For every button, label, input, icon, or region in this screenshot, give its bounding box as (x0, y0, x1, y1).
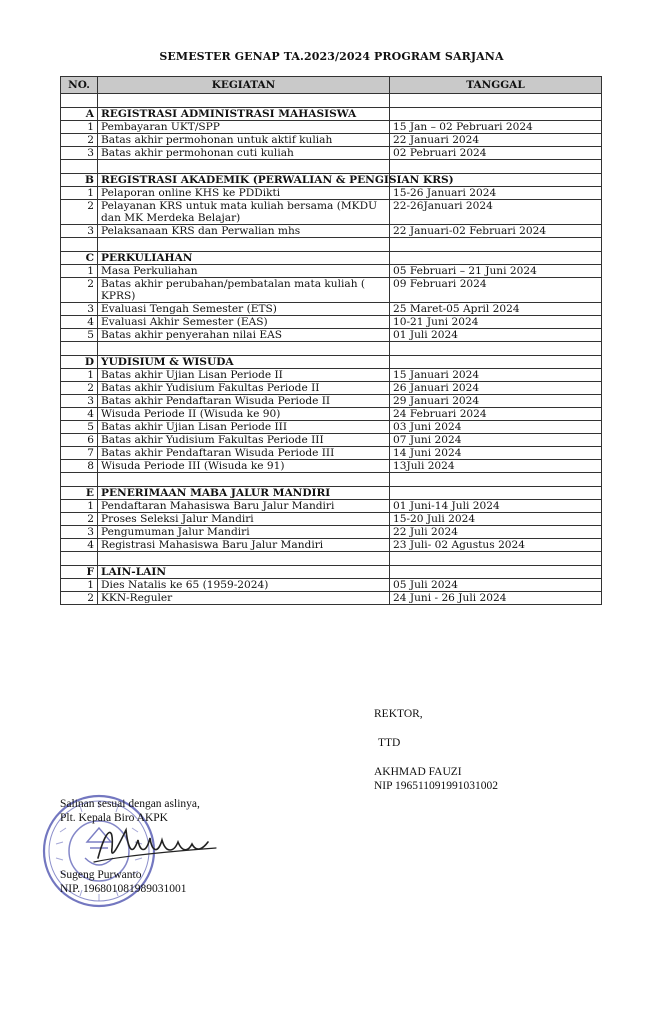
table-row (61, 500, 602, 513)
row-number: 3 (61, 303, 98, 316)
activity-cell: Pengumuman Jalur Mandiri (98, 526, 390, 539)
header-tanggal: TANGGAL (390, 77, 602, 94)
spacer-row (61, 94, 602, 108)
section-title: REGISTRASI ADMINISTRASI MAHASISWA (98, 108, 390, 121)
activity-cell: Proses Seleksi Jalur Mandiri (98, 513, 390, 526)
section-header-row (61, 108, 602, 121)
empty-cell (61, 473, 98, 487)
table-row (61, 395, 602, 408)
section-letter: F (61, 566, 98, 579)
table-row (61, 316, 602, 329)
activity-cell: Pelayanan KRS untuk mata kuliah bersama (MKDU dan MK Merdeka Belajar) (98, 200, 390, 225)
table-header-row (61, 77, 602, 94)
date-cell: 02 Pebruari 2024 (390, 147, 602, 160)
table-row (61, 147, 602, 160)
ttd-label: TTD (378, 737, 401, 749)
section-header-row (61, 487, 602, 500)
table-row (61, 265, 602, 278)
row-number: 6 (61, 434, 98, 447)
table-row (61, 434, 602, 447)
rektor-name: AKHMAD FAUZI (374, 766, 462, 778)
row-number: 1 (61, 369, 98, 382)
section-header-row (61, 356, 602, 369)
spacer-row (61, 552, 602, 566)
empty-cell (61, 552, 98, 566)
empty-cell (390, 487, 602, 500)
date-cell: 22 Januari-02 Februari 2024 (390, 225, 602, 238)
empty-cell (390, 473, 602, 487)
activity-cell: Batas akhir Yudisium Fakultas Periode II (98, 382, 390, 395)
date-cell: 09 Februari 2024 (390, 278, 602, 303)
activity-cell: Registrasi Mahasiswa Baru Jalur Mandiri (98, 539, 390, 552)
row-number: 1 (61, 265, 98, 278)
row-number: 5 (61, 329, 98, 342)
activity-cell: Pelaporan online KHS ke PDDikti (98, 187, 390, 200)
empty-cell (61, 160, 98, 174)
schedule-body (61, 94, 602, 605)
empty-cell (98, 473, 390, 487)
date-cell: 15 Januari 2024 (390, 369, 602, 382)
activity-cell: Dies Natalis ke 65 (1959-2024) (98, 579, 390, 592)
table-row (61, 539, 602, 552)
row-number: 2 (61, 382, 98, 395)
spacer-row (61, 238, 602, 252)
date-cell: 01 Juni-14 Juli 2024 (390, 500, 602, 513)
empty-cell (390, 160, 602, 174)
row-number: 8 (61, 460, 98, 473)
activity-cell: Batas akhir permohonan cuti kuliah (98, 147, 390, 160)
table-row (61, 329, 602, 342)
table-row (61, 526, 602, 539)
empty-cell (98, 552, 390, 566)
empty-cell (390, 252, 602, 265)
empty-cell (390, 552, 602, 566)
section-header-row (61, 174, 602, 187)
date-cell: 15-20 Juli 2024 (390, 513, 602, 526)
table-row (61, 460, 602, 473)
row-number: 1 (61, 121, 98, 134)
empty-cell (61, 342, 98, 356)
table-row (61, 187, 602, 200)
empty-cell (390, 94, 602, 108)
empty-cell (390, 566, 602, 579)
row-number: 1 (61, 187, 98, 200)
table-row (61, 382, 602, 395)
activity-cell: Batas akhir Pendaftaran Wisuda Periode III (98, 447, 390, 460)
row-number: 7 (61, 447, 98, 460)
date-cell: 10-21 Juni 2024 (390, 316, 602, 329)
section-header-row (61, 252, 602, 265)
section-title: LAIN-LAIN (98, 566, 390, 579)
empty-cell (61, 238, 98, 252)
empty-cell (98, 160, 390, 174)
row-number: 2 (61, 278, 98, 303)
activity-cell: Batas akhir Yudisium Fakultas Periode III (98, 434, 390, 447)
row-number: 2 (61, 134, 98, 147)
activity-cell: Pembayaran UKT/SPP (98, 121, 390, 134)
header-no: NO. (61, 77, 98, 94)
date-cell: 14 Juni 2024 (390, 447, 602, 460)
section-letter: E (61, 487, 98, 500)
table-row (61, 225, 602, 238)
table-row (61, 513, 602, 526)
table-row (61, 200, 602, 225)
header-kegiatan: KEGIATAN (98, 77, 390, 94)
table-row (61, 303, 602, 316)
row-number: 3 (61, 147, 98, 160)
activity-cell: Wisuda Periode II (Wisuda ke 90) (98, 408, 390, 421)
empty-cell (390, 108, 602, 121)
activity-cell: Pelaksanaan KRS dan Perwalian mhs (98, 225, 390, 238)
date-cell: 05 Februari – 21 Juni 2024 (390, 265, 602, 278)
section-title: REGISTRASI AKADEMIK (PERWALIAN & PENGISIAN KRS) (98, 174, 390, 187)
empty-cell (390, 356, 602, 369)
activity-cell: KKN-Reguler (98, 592, 390, 605)
date-cell: 25 Maret-05 April 2024 (390, 303, 602, 316)
activity-cell: Batas akhir perubahan/pembatalan mata kuliah ( KPRS) (98, 278, 390, 303)
date-cell: 01 Juli 2024 (390, 329, 602, 342)
row-number: 1 (61, 579, 98, 592)
date-cell: 05 Juli 2024 (390, 579, 602, 592)
activity-cell: Wisuda Periode III (Wisuda ke 91) (98, 460, 390, 473)
activity-cell: Batas akhir penyerahan nilai EAS (98, 329, 390, 342)
table-row (61, 447, 602, 460)
table-row (61, 121, 602, 134)
empty-cell (98, 94, 390, 108)
activity-cell: Evaluasi Akhir Semester (EAS) (98, 316, 390, 329)
activity-cell: Batas akhir Ujian Lisan Periode II (98, 369, 390, 382)
empty-cell (61, 94, 98, 108)
date-cell: 22 Juli 2024 (390, 526, 602, 539)
table-row (61, 408, 602, 421)
date-cell: 13Juli 2024 (390, 460, 602, 473)
row-number: 5 (61, 421, 98, 434)
spacer-row (61, 342, 602, 356)
row-number: 3 (61, 526, 98, 539)
date-cell: 26 Januari 2024 (390, 382, 602, 395)
row-number: 4 (61, 539, 98, 552)
empty-cell (390, 342, 602, 356)
spacer-row (61, 473, 602, 487)
copy-certifier-name: Sugeng Purwanto (60, 869, 142, 881)
section-header-row (61, 566, 602, 579)
copy-certification-note: Salinan sesuai dengan aslinya, (60, 798, 200, 810)
row-number: 3 (61, 225, 98, 238)
table-row (61, 579, 602, 592)
table-row (61, 592, 602, 605)
section-title: PENERIMAAN MABA JALUR MANDIRI (98, 487, 390, 500)
rektor-label: REKTOR, (374, 708, 423, 720)
date-cell: 24 Februari 2024 (390, 408, 602, 421)
row-number: 2 (61, 592, 98, 605)
row-number: 4 (61, 316, 98, 329)
date-cell: 07 Juni 2024 (390, 434, 602, 447)
row-number: 3 (61, 395, 98, 408)
empty-cell (98, 238, 390, 252)
copy-certifier-nip: NIP. 196801081989031001 (60, 883, 187, 895)
section-title: YUDISIUM & WISUDA (98, 356, 390, 369)
rektor-nip: NIP 196511091991031002 (374, 780, 499, 792)
section-title: PERKULIAHAN (98, 252, 390, 265)
date-cell: 03 Juni 2024 (390, 421, 602, 434)
empty-cell (98, 342, 390, 356)
copy-certifier-role: Plt. Kepala Biro AKPK (60, 812, 168, 824)
section-letter: B (61, 174, 98, 187)
section-letter: A (61, 108, 98, 121)
handwritten-signature (92, 818, 222, 870)
activity-cell: Batas akhir permohonan untuk aktif kuliah (98, 134, 390, 147)
row-number: 1 (61, 500, 98, 513)
row-number: 2 (61, 200, 98, 225)
row-number: 4 (61, 408, 98, 421)
spacer-row (61, 160, 602, 174)
date-cell: 22 Januari 2024 (390, 134, 602, 147)
table-row (61, 278, 602, 303)
table-row (61, 421, 602, 434)
date-cell: 15 Jan – 02 Pebruari 2024 (390, 121, 602, 134)
date-cell: 23 Juli- 02 Agustus 2024 (390, 539, 602, 552)
activity-cell: Masa Perkuliahan (98, 265, 390, 278)
activity-cell: Batas akhir Ujian Lisan Periode III (98, 421, 390, 434)
empty-cell (390, 238, 602, 252)
date-cell: 29 Januari 2024 (390, 395, 602, 408)
activity-cell: Batas akhir Pendaftaran Wisuda Periode II (98, 395, 390, 408)
activity-cell: Pendaftaran Mahasiswa Baru Jalur Mandiri (98, 500, 390, 513)
section-letter: C (61, 252, 98, 265)
table-row (61, 134, 602, 147)
activity-cell: Evaluasi Tengah Semester (ETS) (98, 303, 390, 316)
table-row (61, 369, 602, 382)
date-cell: 24 Juni - 26 Juli 2024 (390, 592, 602, 605)
section-letter: D (61, 356, 98, 369)
page-title: SEMESTER GENAP TA.2023/2024 PROGRAM SARJANA (159, 50, 504, 63)
date-cell: 15-26 Januari 2024 (390, 187, 602, 200)
row-number: 2 (61, 513, 98, 526)
schedule-table (60, 76, 602, 605)
date-cell: 22-26Januari 2024 (390, 200, 602, 225)
